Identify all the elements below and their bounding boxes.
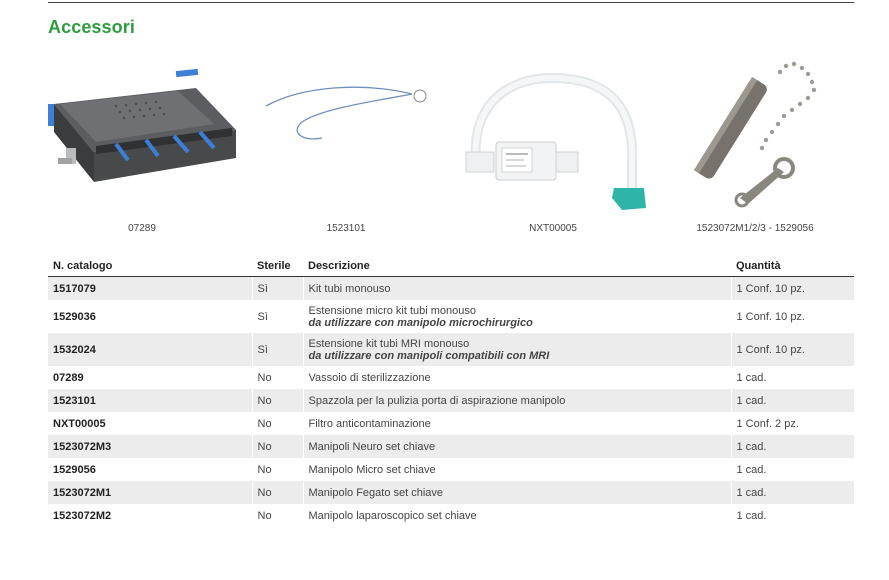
catalog-number: 1523101: [48, 389, 252, 412]
quantity: 1 cad.: [731, 366, 854, 389]
quantity: 1 Conf. 10 pz.: [731, 333, 854, 366]
quantity: 1 cad.: [731, 504, 854, 527]
section-title: Accessori: [48, 17, 135, 37]
description-note: da utilizzare con manipoli compatibili con MRI: [308, 349, 550, 362]
table-row: [48, 277, 854, 301]
sterile-value: No: [252, 412, 303, 435]
header-description: Descrizione: [303, 256, 731, 277]
table-row: [48, 481, 854, 504]
catalog-number: 1523072M1: [48, 481, 252, 504]
table-row: [48, 333, 854, 366]
filter-tube-image: [462, 70, 652, 215]
catalog-number: 1523072M2: [53, 509, 112, 522]
handpiece-key-image: [682, 58, 842, 208]
sterile-value: Sì: [252, 333, 303, 366]
sterile-value: No: [252, 435, 303, 458]
sterile-value: Sì: [252, 277, 303, 301]
quantity: 1 cad.: [731, 435, 854, 458]
table-row: [48, 504, 854, 527]
description: Filtro anticontaminazione: [303, 412, 731, 435]
header-quantity: Quantità: [731, 256, 854, 277]
table-row: [48, 435, 854, 458]
catalog-number: 1529036: [53, 310, 96, 323]
catalog-number: 07289: [53, 371, 84, 384]
table-row: [48, 366, 854, 389]
description: Spazzola per la pulizia porta di aspirazione manipolo: [303, 389, 731, 412]
sterile-value: No: [252, 366, 303, 389]
catalog-number: 1517079: [48, 277, 252, 301]
catalog-number: 1529056: [53, 463, 96, 476]
quantity: 1 Conf. 10 pz.: [731, 300, 854, 333]
header-catalog-number: N. catalogo: [48, 256, 252, 277]
description: Kit tubi monouso: [303, 277, 731, 301]
cleaning-brush-image: [262, 78, 434, 150]
image-caption: 07289: [128, 223, 156, 234]
sterile-value: No: [252, 504, 303, 527]
sterile-value: No: [252, 458, 303, 481]
table-row: [48, 458, 854, 481]
description: Manipolo Micro set chiave: [303, 458, 731, 481]
quantity: 1 Conf. 10 pz.: [731, 277, 854, 301]
description: Vassoio di sterilizzazione: [303, 366, 731, 389]
top-rule: [48, 2, 854, 3]
table-row: [48, 300, 854, 333]
description: Estensione kit tubi MRI monouso: [308, 337, 470, 350]
sterile-value: No: [252, 389, 303, 412]
description-cell: [303, 300, 731, 333]
description: Manipolo laparoscopico set chiave: [303, 504, 731, 527]
quantity: 1 cad.: [731, 458, 854, 481]
header-sterile: Sterile: [252, 256, 303, 277]
table-header-row: [48, 256, 854, 277]
image-caption: 1523072M1/2/3 - 1529056: [696, 223, 814, 234]
description: Manipolo Fegato set chiave: [303, 481, 731, 504]
table-row: [48, 389, 854, 412]
description-cell: [303, 333, 731, 366]
quantity: 1 cad.: [731, 481, 854, 504]
catalog-number: NXT00005: [53, 417, 106, 430]
image-caption: NXT00005: [529, 223, 577, 234]
table-row: [48, 412, 854, 435]
sterile-value: Sì: [252, 300, 303, 333]
sterilization-tray-image: [46, 66, 242, 186]
catalog-number: 1532024: [48, 333, 252, 366]
description: Manipoli Neuro set chiave: [303, 435, 731, 458]
image-caption: 1523101: [326, 223, 366, 234]
catalog-table: [48, 256, 854, 527]
quantity: 1 Conf. 2 pz.: [731, 412, 854, 435]
sterile-value: No: [252, 481, 303, 504]
quantity: 1 cad.: [731, 389, 854, 412]
catalog-number: 1523072M3: [48, 435, 252, 458]
description-note: da utilizzare con manipolo microchirurgico: [308, 316, 533, 329]
description: Estensione micro kit tubi monouso: [308, 304, 477, 317]
